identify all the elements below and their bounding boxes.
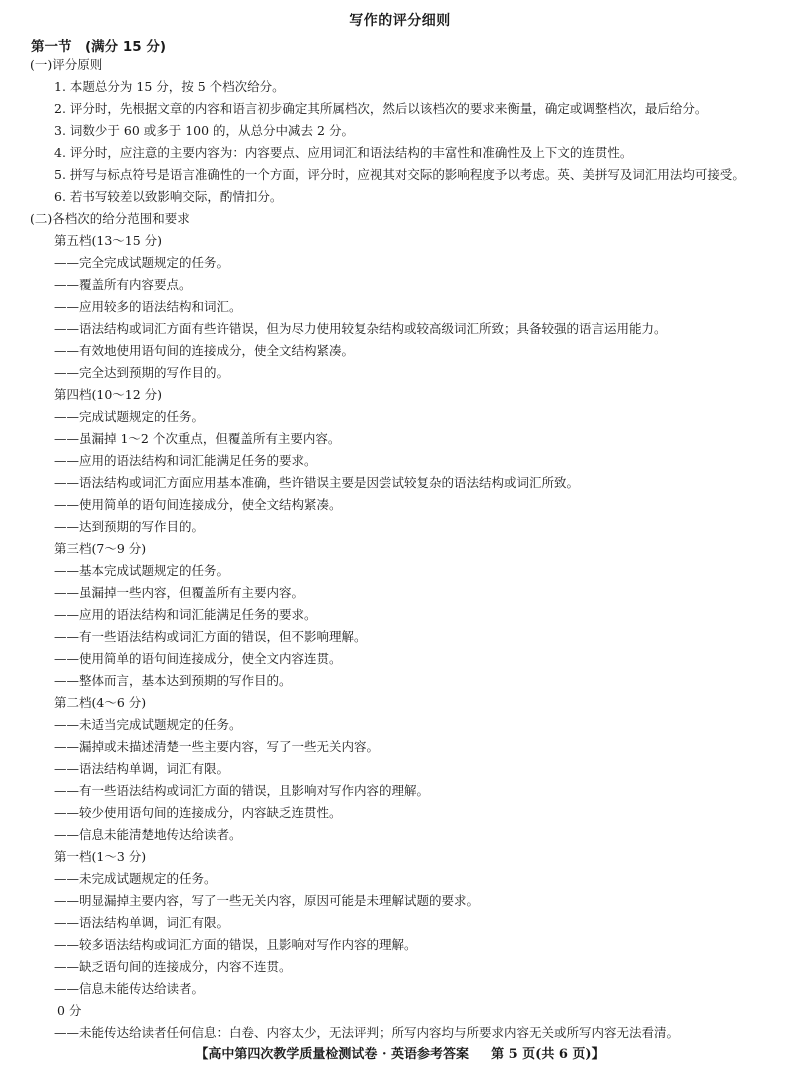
level-criterion: ——较少使用语句间的连接成分，内容缺乏连贯性。 xyxy=(54,805,342,820)
level-criterion: ——使用简单的语句间连接成分，使全文内容连贯。 xyxy=(54,651,342,666)
footer-page-number: 第 5 页(共 6 页)】 xyxy=(491,1047,605,1062)
principle-item: 1. 本题总分为 15 分，按 5 个档次给分。 xyxy=(54,79,285,94)
levels-heading: (二)各档次的给分范围和要求 xyxy=(30,211,190,226)
level-title: 0 分 xyxy=(57,1003,82,1018)
level-criterion: ——未能传达给读者任何信息：白卷、内容太少，无法评判；所写内容均与所要求内容无关或所写内容无法看清。 xyxy=(54,1025,680,1040)
level-criterion: ——信息未能传达给读者。 xyxy=(54,981,205,996)
level-criterion: ——完全达到预期的写作目的。 xyxy=(54,365,230,380)
principles-heading: (一)评分原则 xyxy=(30,57,103,72)
level-criterion: ——完成试题规定的任务。 xyxy=(54,409,205,424)
level-criterion: ——覆盖所有内容要点。 xyxy=(54,277,192,292)
principle-item: 6. 若书写较差以致影响交际，酌情扣分。 xyxy=(54,189,283,204)
level-criterion: ——明显漏掉主要内容，写了一些无关内容，原因可能是未理解试题的要求。 xyxy=(54,893,480,908)
level-criterion: ——未适当完成试题规定的任务。 xyxy=(54,717,242,732)
level-criterion: ——应用较多的语法结构和词汇。 xyxy=(54,299,242,314)
level-title: 第五档(13～15 分) xyxy=(54,233,163,248)
level-criterion: ——应用的语法结构和词汇能满足任务的要求。 xyxy=(54,453,317,468)
level-criterion: ——有一些语法结构或词汇方面的错误，但不影响理解。 xyxy=(54,629,367,644)
level-criterion: ——信息未能清楚地传达给读者。 xyxy=(54,827,242,842)
level-criterion: ——语法结构单调，词汇有限。 xyxy=(54,915,230,930)
level-criterion: ——未完成试题规定的任务。 xyxy=(54,871,217,886)
level-title: 第四档(10～12 分) xyxy=(54,387,163,402)
level-criterion: ——语法结构或词汇方面应用基本准确，些许错误主要是因尝试较复杂的语法结构或词汇所致。 xyxy=(54,475,580,490)
principle-item: 5. 拼写与标点符号是语言准确性的一个方面，评分时，应视其对交际的影响程度予以考虑。英、美拼写及词汇用法均可接受。 xyxy=(54,167,745,182)
level-criterion: ——漏掉或未描述清楚一些主要内容，写了一些无关内容。 xyxy=(54,739,380,754)
page-title: 写作的评分细则 xyxy=(349,13,451,29)
section-heading: 第一节 (满分 15 分) xyxy=(31,39,167,55)
level-criterion: ——整体而言，基本达到预期的写作目的。 xyxy=(54,673,292,688)
level-title: 第三档(7～9 分) xyxy=(54,541,147,556)
principle-item: 3. 词数少于 60 或多于 100 的，从总分中减去 2 分。 xyxy=(54,123,354,138)
level-criterion: ——有效地使用语句间的连接成分，使全文结构紧凑。 xyxy=(54,343,355,358)
level-title: 第一档(1～3 分) xyxy=(54,849,147,864)
level-criterion: ——虽漏掉一些内容，但覆盖所有主要内容。 xyxy=(54,585,305,600)
level-criterion: ——语法结构单调，词汇有限。 xyxy=(54,761,230,776)
level-criterion: ——基本完成试题规定的任务。 xyxy=(54,563,230,578)
level-criterion: ——有一些语法结构或词汇方面的错误，且影响对写作内容的理解。 xyxy=(54,783,430,798)
level-criterion: ——使用简单的语句间连接成分，使全文结构紧凑。 xyxy=(54,497,342,512)
level-criterion: ——缺乏语句间的连接成分，内容不连贯。 xyxy=(54,959,292,974)
principle-item: 4. 评分时，应注意的主要内容为：内容要点、应用词汇和语法结构的丰富性和准确性及上下文的连贯性。 xyxy=(54,145,633,160)
level-criterion: ——应用的语法结构和词汇能满足任务的要求。 xyxy=(54,607,317,622)
level-criterion: ——完全完成试题规定的任务。 xyxy=(54,255,230,270)
principle-item: 2. 评分时，先根据文章的内容和语言初步确定其所属档次，然后以该档次的要求来衡量，确定或调整档次，最后给分。 xyxy=(54,101,708,116)
level-title: 第二档(4～6 分) xyxy=(54,695,147,710)
footer-exam-title: 【高中第四次教学质量检测试卷 · 英语参考答案 xyxy=(195,1047,469,1062)
page-footer xyxy=(0,1043,800,1062)
level-criterion: ——较多语法结构或词汇方面的错误，且影响对写作内容的理解。 xyxy=(54,937,417,952)
level-criterion: ——达到预期的写作目的。 xyxy=(54,519,205,534)
level-criterion: ——虽漏掉 1～2 个次重点，但覆盖所有主要内容。 xyxy=(54,431,341,446)
level-criterion: ——语法结构或词汇方面有些许错误，但为尽力使用较复杂结构或较高级词汇所致；具备较强的语言运用能力。 xyxy=(54,321,667,336)
